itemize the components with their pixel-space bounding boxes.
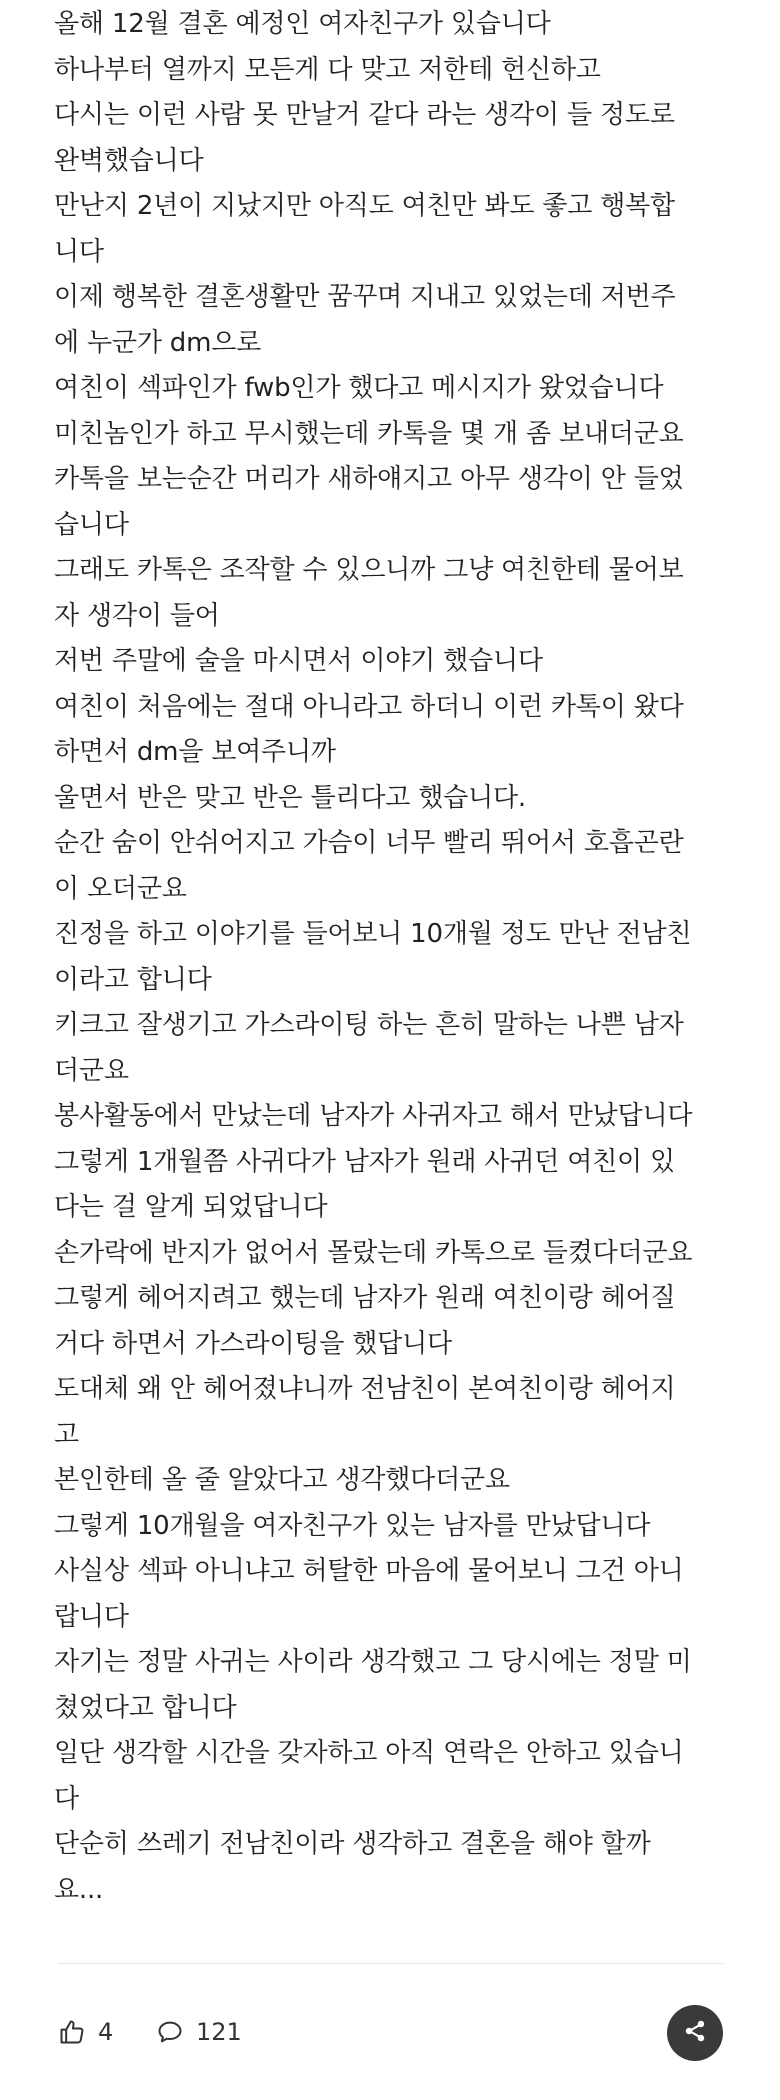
post-text-line: 다시는 이런 사람 못 만날거 같다 라는 생각이 들 정도로 [54, 100, 675, 130]
post-text-line: 다는 걸 알게 되었답니다 [54, 1192, 328, 1222]
post-text-line: 그렇게 헤어지려고 했는데 남자가 원래 여친이랑 헤어질 [54, 1283, 676, 1313]
share-button[interactable] [667, 2005, 723, 2061]
post-text-line: 쳤었다고 합니다 [54, 1692, 237, 1723]
speech-bubble-icon [156, 2018, 184, 2046]
post-text-line: 이제 행복한 결혼생활만 꿈꾸며 지내고 있었는데 저번주 [54, 282, 676, 312]
post-text-line: 여친이 처음에는 절대 아니라고 하더니 이런 카톡이 왔다 [54, 691, 684, 722]
post-text-line: 키크고 잘생기고 가스라이팅 하는 흔히 말하는 나쁜 남자 [54, 1010, 684, 1040]
post-text-line: 하나부터 열까지 모든게 다 맞고 저한테 헌신하고 [54, 54, 601, 85]
post-text-line: 그래도 카톡은 조작할 수 있으니까 그냥 여친한테 물어보 [54, 555, 684, 585]
post-text-line: 거다 하면서 가스라이팅을 했답니다 [54, 1328, 452, 1359]
post-text-line: 이라고 합니다 [54, 964, 212, 995]
post-body [54, 2, 754, 1913]
post-text-line: 진정을 하고 이야기를 들어보니 10개월 정도 만난 전남친 [54, 919, 692, 949]
post-text-line: 도대체 왜 안 헤어졌냐니까 전남친이 본여친이랑 헤어지 [54, 1374, 676, 1404]
post-text-line: 자 생각이 들어 [54, 600, 220, 631]
post-text-line: 만난지 2년이 지났지만 아직도 여친만 봐도 좋고 행복합 [54, 191, 675, 221]
post-text-line: 랍니다 [54, 1601, 129, 1632]
post-text-line: 올해 12월 결혼 예정인 여자친구가 있습니다 [54, 9, 551, 39]
post-text-line: 더군요 [54, 1055, 129, 1086]
post-text-line: 손가락에 반지가 없어서 몰랐는데 카톡으로 들켰다더군요 [54, 1237, 693, 1268]
post-text-line: 울면서 반은 맞고 반은 틀리다고 했습니다. [54, 782, 526, 813]
post-text-line: 본인한테 올 줄 알았다고 생각했다더군요 [54, 1465, 510, 1495]
post-text-line: 하면서 dm을 보여주니까 [54, 737, 336, 767]
divider [58, 1963, 723, 1964]
post-text-line: 이 오더군요 [54, 873, 187, 904]
post-text-line: 단순히 쓰레기 전남친이라 생각하고 결혼을 해야 할까 [54, 1829, 651, 1859]
post-text-line: 저번 주말에 술을 마시면서 이야기 했습니다 [54, 646, 543, 676]
post-text-line: 사실상 섹파 아니냐고 허탈한 마음에 물어보니 그건 아니 [54, 1556, 684, 1586]
post-text-line: 습니다 [54, 509, 129, 540]
post-text-line: 고 [54, 1419, 79, 1450]
post-text-line: 니다 [54, 236, 104, 267]
post-text-line: 요... [54, 1874, 104, 1905]
comment-button[interactable] [156, 2005, 242, 2059]
post-text-line: 자기는 정말 사귀는 사이라 생각했고 그 당시에는 정말 미 [54, 1647, 692, 1677]
post-text-line: 카톡을 보는순간 머리가 새하얘지고 아무 생각이 안 들었 [54, 464, 684, 494]
like-count: 4 [98, 2018, 114, 2046]
post-actions-bar [58, 2005, 723, 2059]
post-text-line: 여친이 섹파인가 fwb인가 했다고 메시지가 왔었습니다 [54, 373, 664, 403]
like-button[interactable] [58, 2005, 113, 2059]
post-text-line: 그렇게 1개월쯤 사귀다가 남자가 원래 사귀던 여친이 있 [54, 1146, 675, 1177]
post-text-line: 미친놈인가 하고 무시했는데 카톡을 몇 개 좀 보내더군요 [54, 418, 684, 449]
share-icon [682, 2018, 708, 2048]
post-text-line: 그렇게 10개월을 여자친구가 있는 남자를 만났답니다 [54, 1510, 651, 1541]
thumbs-up-icon [58, 2018, 86, 2046]
post-text-line: 봉사활동에서 만났는데 남자가 사귀자고 해서 만났답니다 [54, 1101, 693, 1131]
post-text-line: 완벽했습니다 [54, 145, 204, 176]
post-text-line: 다 [54, 1783, 79, 1814]
comment-count: 121 [196, 2018, 242, 2046]
post-text-line: 순간 숨이 안쉬어지고 가슴이 너무 빨리 뛰어서 호흡곤란 [54, 828, 684, 858]
post-text-line: 일단 생각할 시간을 갖자하고 아직 연락은 안하고 있습니 [54, 1738, 684, 1768]
post-text-line: 에 누군가 dm으로 [54, 327, 262, 358]
